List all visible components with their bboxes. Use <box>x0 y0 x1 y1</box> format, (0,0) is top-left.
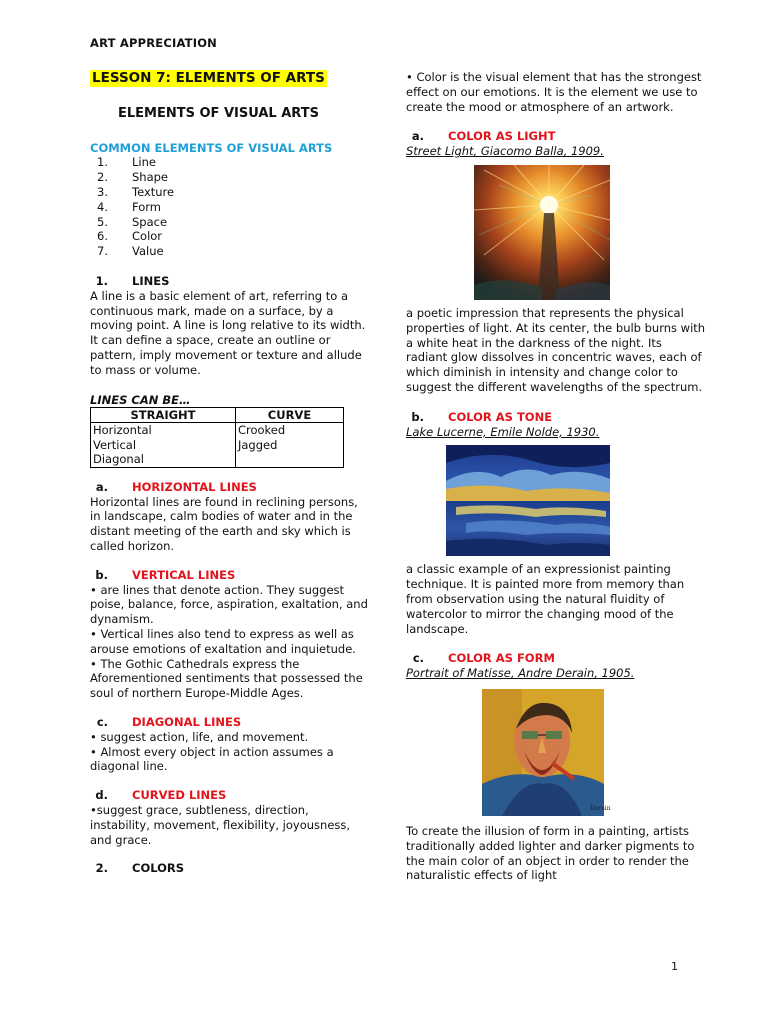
vertical-bullet: • are lines that denote action. They suggest poise, balance, force, aspiration, exaltation, and dynamism. <box>90 582 368 627</box>
lake-lucerne-image <box>446 445 610 556</box>
street-light-painting <box>474 165 610 300</box>
curved-lines-heading: d. CURVED LINES <box>95 788 227 803</box>
lines-paragraph: A line is a basic element of art, referring to a continuous mark, made on a surface, by a moving point. A line is long relative to its width. It can define a space, create an outline or pattern, imply movement or texture and allude to mass or volume. <box>90 288 366 377</box>
vertical-bullet: • The Gothic Cathedrals express the Aforementioned sentiments that possessed the soul of northern Europe-Middle Ages. <box>90 656 363 701</box>
list-item: 2. Shape <box>97 170 169 185</box>
color-as-light-text: a poetic impression that represents the physical properties of light. At its center, the bulb burns with a white heat in the darkness of the night. Its radiant glow dissolves in concentric waves, each of which diminish in intensity and change color to suggest the different wavelengths of the spectrum. <box>406 305 706 394</box>
list-item: 5. Space <box>97 214 168 229</box>
right-column <box>406 70 706 883</box>
vertical-bullet: • Vertical lines also tend to express as well as arouse emotions of exaltation and inquietude. <box>90 627 356 656</box>
document-header: ART APPRECIATION <box>90 36 218 50</box>
elements-list <box>90 155 370 259</box>
list-item: 4. Form <box>97 199 161 214</box>
color-as-tone-text: a classic example of an expressionist painting technique. It is painted more from memory than from observation using the natural fluidity of watercolor to mirror the changing mood of the landscape. <box>406 562 685 636</box>
straight-cell: Horizontal Vertical Diagonal <box>91 423 236 468</box>
color-as-form-heading: c. COLOR AS FORM <box>412 651 555 666</box>
diagonal-bullet: • suggest action, life, and movement. <box>90 729 309 744</box>
lake-lucerne-caption: Lake Lucerne, Emile Nolde, 1930. <box>406 424 600 439</box>
common-elements-heading: COMMON ELEMENTS OF VISUAL ARTS <box>90 140 333 155</box>
portrait-image <box>482 689 611 816</box>
list-item: 3. Texture <box>97 184 175 199</box>
lines-table <box>90 407 344 468</box>
horizontal-lines-heading: a. HORIZONTAL LINES <box>95 479 257 494</box>
diagonal-lines-heading: c. DIAGONAL LINES <box>96 715 242 729</box>
page-number: 1 <box>671 960 678 973</box>
portrait-of-matisse-painting <box>482 689 611 816</box>
svg-text:Derain: Derain <box>590 804 611 812</box>
curved-lines-text: •suggest grace, subtleness, direction, instability, movement, flexibility, joyousness, and grace. <box>90 802 351 847</box>
horizontal-lines-text: Horizontal lines are found in reclining persons, in landscape, calm bodies of water and in the distant meeting of the earth and sky which is called horizon. <box>90 494 358 554</box>
list-item: 7. Value <box>97 244 164 259</box>
lake-lucerne-painting <box>446 445 610 556</box>
table-row <box>91 423 344 468</box>
table-header-straight: STRAIGHT <box>91 408 236 423</box>
diagonal-bullet: • Almost every object in action assumes a diagonal line. <box>90 744 334 774</box>
color-as-form-text: To create the illusion of form in a painting, artists traditionally added lighter and darker pigments to the main color of an object in order to render the naturalistic effects of light <box>406 823 695 883</box>
colors-heading: 2. COLORS <box>95 861 185 876</box>
vertical-lines-heading: b. VERTICAL LINES <box>95 567 236 582</box>
list-item: 1. Line <box>97 155 156 170</box>
lesson-title: LESSON 7: ELEMENTS OF ARTS <box>92 70 325 86</box>
street-light-image <box>474 165 610 300</box>
color-as-tone-heading: b. COLOR AS TONE <box>411 409 553 424</box>
list-item: 6. Color <box>97 229 163 244</box>
curve-cell: Crooked Jagged <box>235 423 343 468</box>
left-column <box>90 68 370 876</box>
street-light-caption: Street Light, Giacomo Balla, 1909. <box>406 144 604 159</box>
portrait-caption: Portrait of Matisse, Andre Derain, 1905. <box>406 666 635 681</box>
colors-intro: • Color is the visual element that has the strongest effect on our emotions. It is the element we use to create the mood or atmosphere of an artwork. <box>406 70 702 114</box>
section-title: ELEMENTS OF VISUAL ARTS <box>118 105 319 121</box>
lines-can-be-label: LINES CAN BE… <box>90 392 191 407</box>
color-as-light-heading: a. COLOR AS LIGHT <box>411 129 556 144</box>
lines-heading: 1. LINES <box>95 273 170 288</box>
table-header-curve: CURVE <box>235 408 343 423</box>
